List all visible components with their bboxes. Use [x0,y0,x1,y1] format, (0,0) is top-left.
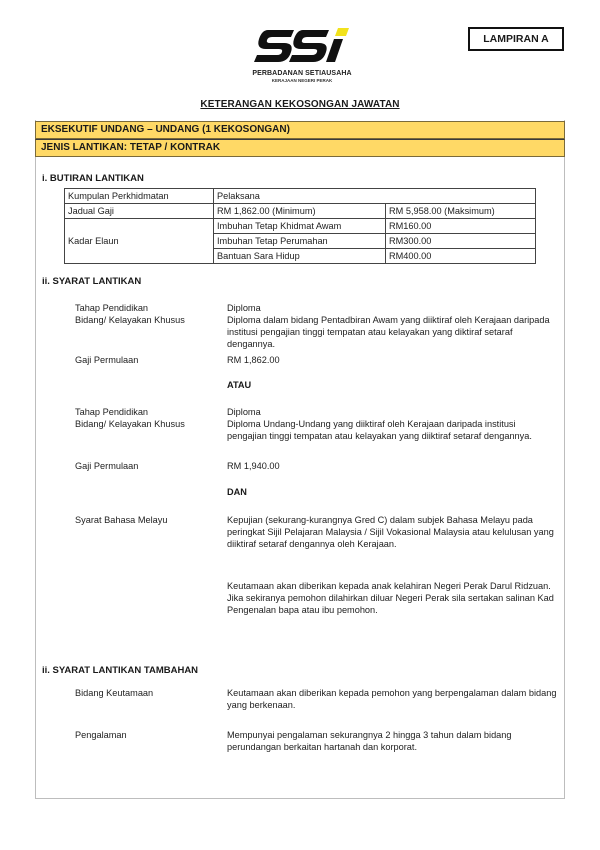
field-value: Mempunyai pengalaman sekurangnya 2 hingga 3 tahun dalam bidang perundangan berkaitan hartanah dan korporat. [227,730,512,752]
field-value: RM 1,862.00 [227,355,280,365]
table-row [65,219,536,234]
field-value: Diploma dalam bidang Pentadbiran Awam yang diiktiraf oleh Kerajaan daripada institusi pengajian tinggi tempatan atau kelayakan yang diktiraf setaraf dengannya. [227,315,550,349]
field-label: Gaji Permulaan [75,355,139,365]
table-cell-value: Imbuhan Tetap Perumahan [214,234,386,249]
field-value: Diploma [227,407,261,417]
table-cell-value: RM 1,862.00 (Minimum) [214,204,386,219]
table-cell-value: Bantuan Sara Hidup [214,249,386,264]
field-value: Diploma [227,303,261,313]
conjunction-dan: DAN [227,487,247,497]
table-row [65,204,536,219]
attachment-label-box: LAMPIRAN A [468,27,564,51]
field-label: Bidang/ Kelayakan Khusus [75,419,185,429]
field-label: Gaji Permulaan [75,461,139,471]
ssi-logo-icon [250,26,354,68]
table-cell-value: RM 5,958.00 (Maksimum) [386,204,536,219]
field-label: Bidang Keutamaan [75,688,154,698]
logo-subtitle: KERAJAAN NEGERI PERAK [271,78,333,83]
position-title-band: EKSEKUTIF UNDANG – UNDANG (1 KEKOSONGAN) [35,121,565,139]
table-cell-value: Imbuhan Tetap Khidmat Awam [214,219,386,234]
field-label: Bidang/ Kelayakan Khusus [75,315,185,325]
table-cell-value: Pelaksana [214,189,536,204]
ssi-logo [250,26,354,84]
table-cell-value: RM160.00 [386,219,536,234]
document-title: KETERANGAN KEKOSONGAN JAWATAN [200,99,400,110]
field-value: Keutamaan akan diberikan kepada pemohon yang berpengalaman dalam bidang yang berkenaan. [227,688,557,710]
field-label: Tahap Pendidikan [75,303,149,313]
section-butiran-heading: i. BUTIRAN LANTIKAN [42,173,144,184]
section-tambahan-heading: ii. SYARAT LANTIKAN TAMBAHAN [42,665,199,676]
appointment-type-band: JENIS LANTIKAN: TETAP / KONTRAK [35,139,565,157]
conjunction-atau: ATAU [227,380,252,390]
table-cell-value: RM300.00 [386,234,536,249]
field-label: Tahap Pendidikan [75,407,149,417]
table-cell-value: RM400.00 [386,249,536,264]
table-cell-label: Kumpulan Perkhidmatan [65,189,214,204]
field-label: Syarat Bahasa Melayu [75,515,168,525]
butiran-table [64,188,536,264]
preference-note: Keutamaan akan diberikan kepada anak kelahiran Negeri Perak Darul Ridzuan. Jika sekiranya pemohon dilahirkan diluar Negeri Perak sila sertakan salinan Kad Pengenalan bapa atau ibu pemohon. [227,581,554,615]
section-syarat-heading: ii. SYARAT LANTIKAN [42,276,142,287]
logo-organization-name: PERBADANAN SETIAUSAHA [252,70,352,77]
field-value: Kepujian (sekurang-kurangnya Gred C) dalam subjek Bahasa Melayu pada peringkat Sijil Pelajaran Malaysia / Sijil Vokasional Malaysia atau kelulusan yang diiktiraf setaraf dengannya oleh Kerajaan. [227,515,554,549]
table-cell-label: Jadual Gaji [65,204,214,219]
field-label: Pengalaman [75,730,127,740]
table-cell-label: Kadar Elaun [65,219,214,264]
field-value: RM 1,940.00 [227,461,280,471]
field-value: Diploma Undang-Undang yang diiktiraf oleh Kerajaan daripada institusi pengajian tinggi tempatan atau kelayakan yang diiktiraf setaraf dengannya. [227,419,532,441]
table-row [65,189,536,204]
